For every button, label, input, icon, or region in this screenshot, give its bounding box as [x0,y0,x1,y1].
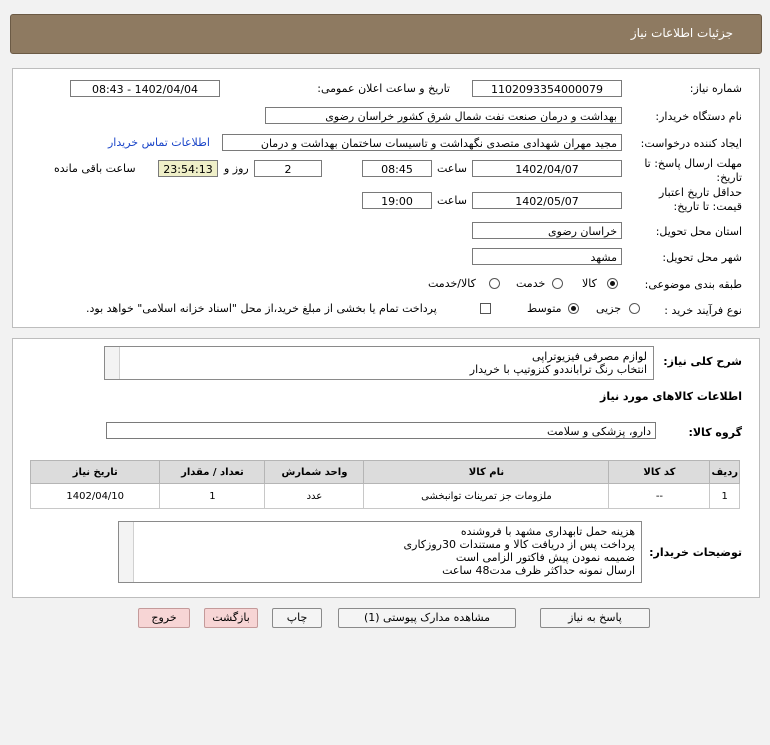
buyer-note-line: ارسال نمونه حداکثر ظرف مدت48 ساعت [442,564,635,577]
row-code: -- [609,484,710,509]
purchase-radio-minor[interactable] [629,303,640,314]
remaining-time-label: ساعت باقی مانده [54,162,136,175]
category-option-goods-service: کالا/خدمت [428,277,476,290]
validity-date-field: 1402/05/07 [472,192,622,209]
col-name-header: نام کالا [364,461,609,484]
buyer-note-line: هزینه حمل تابهداری مشهد با فروشنده [460,525,635,538]
category-radio-service[interactable] [552,278,563,289]
buyer-note-line: ضمیمه نمودن پیش فاکتور الزامی است [455,551,635,564]
table-header-row [31,461,740,484]
buyer-notes-scrollbar[interactable] [119,522,134,582]
buyer-org-label: نام دستگاه خریدار: [655,110,742,123]
treasury-payment-note: پرداخت تمام یا بخشی از مبلغ خرید،از محل "اسناد خزانه اسلامی" خواهد بود. [86,302,437,315]
buyer-contact-link[interactable]: اطلاعات تماس خریدار [108,136,210,149]
purchase-option-minor: جزیی [596,302,622,315]
description-line: انتخاب رنگ ترابانددو کنزوتیپ با خریدار [469,363,647,376]
deadline-time-label: ساعت [437,162,467,175]
buyer-org-field: بهداشت و درمان صنعت نفت شمال شرق کشور خراسان رضوی [265,107,622,124]
page-header [10,14,762,54]
goods-group-label: گروه کالا: [688,426,742,439]
table-row [31,484,740,509]
deadline-date-field: 1402/04/07 [472,160,622,177]
province-field: خراسان رضوی [472,222,622,239]
city-field: مشهد [472,248,622,265]
goods-group-field: دارو، پزشکی و سلامت [106,422,656,439]
col-date-header: تاریخ نیاز [31,461,160,484]
treasury-payment-checkbox[interactable] [480,303,491,314]
reply-button[interactable]: پاسخ به نیاز [540,608,650,628]
description-line: لوازم مصرفی فیزیوتراپی [532,350,647,363]
category-radio-goods-service[interactable] [489,278,500,289]
exit-button[interactable]: خروج [138,608,190,628]
announce-datetime-field: 1402/04/04 - 08:43 [70,80,220,97]
view-attachments-button[interactable]: مشاهده مدارک پیوستی (1) [338,608,516,628]
category-option-service: خدمت [516,277,546,290]
buyer-notes-label: توضیحات خریدار: [649,546,742,559]
price-validity-label: حداقل تاریخ اعتبار قیمت: تا تاریخ: [658,186,742,213]
print-button[interactable]: چاپ [272,608,322,628]
back-button[interactable]: بازگشت [204,608,258,628]
row-unit: عدد [265,484,364,509]
days-remaining-field: 2 [254,160,322,177]
buyer-note-line: پرداخت پس از دریافت کالا و مستندات 30روزکاری [403,538,635,551]
validity-time-label: ساعت [437,194,467,207]
row-date: 1402/04/10 [31,484,160,509]
creator-field: مجید مهران شهدادی متصدی نگهداشت و تاسیسات ساختمان بهداشت و درمان [222,134,622,151]
row-index: 1 [710,484,740,509]
description-scrollbar[interactable] [105,347,120,379]
need-number-label: شماره نیاز: [689,82,742,95]
days-label: روز و [224,162,249,175]
row-qty: 1 [160,484,265,509]
remaining-time-field: 23:54:13 [158,160,218,177]
col-code-header: کد کالا [609,461,710,484]
page-title: جزئیات اطلاعات نیاز [630,26,733,40]
buyer-notes-textarea[interactable] [118,521,642,583]
purchase-option-medium: متوسط [527,302,562,315]
goods-table [30,460,740,509]
deadline-time-field: 08:45 [362,160,432,177]
col-index-header: ردیف [710,461,740,484]
category-option-goods: کالا [582,277,597,290]
deadline-label: مهلت ارسال پاسخ: تا تاریخ: [644,157,742,184]
category-label: طبقه بندی موضوعی: [644,278,742,291]
col-unit-header: واحد شمارش [265,461,364,484]
col-qty-header: تعداد / مقدار [160,461,265,484]
province-label: استان محل تحویل: [655,225,742,238]
validity-time-field: 19:00 [362,192,432,209]
description-label: شرح کلی نیاز: [663,355,742,368]
need-number-field: 1102093354000079 [472,80,622,97]
announce-datetime-label: تاریخ و ساعت اعلان عمومی: [317,82,450,95]
city-label: شهر محل تحویل: [662,251,742,264]
purchase-type-label: نوع فرآیند خرید : [664,304,742,317]
purchase-radio-medium[interactable] [568,303,579,314]
row-name: ملزومات جز تمرینات توانبخشی [364,484,609,509]
category-radio-goods[interactable] [607,278,618,289]
goods-section-title: اطلاعات کالاهای مورد نیاز [600,390,742,403]
creator-label: ایجاد کننده درخواست: [640,137,742,150]
description-textarea[interactable] [104,346,654,380]
